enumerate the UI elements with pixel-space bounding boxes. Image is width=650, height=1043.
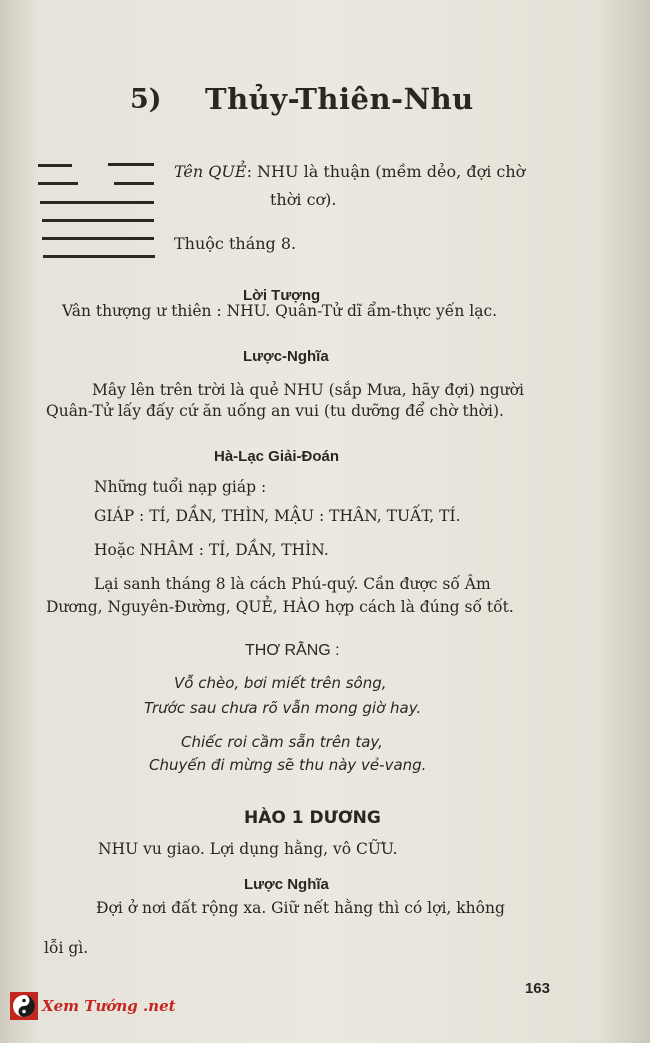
- que-desc: : NHU là thuận (mềm dẻo, đợi chờ: [246, 162, 526, 181]
- poem-line-3: Chiếc roi cầm sẵn trên tay,: [181, 733, 383, 751]
- section-title-ha-lac: Hà-Lạc Giải-Đoán: [214, 448, 340, 465]
- ha-lac-line3: Hoặc NHÂM : TÍ, DẦN, THÌN.: [94, 541, 329, 559]
- poem-line-4: Chuyến đi mừng sẽ thu này vẻ-vang.: [149, 756, 427, 774]
- hao-title: HÀO 1 DƯƠNG: [244, 808, 381, 828]
- que-description-line2: thời cơ).: [270, 190, 337, 209]
- ha-lac-line5: Dương, Nguyên-Đường, QUẺ, HÀO hợp cách là đúng số tốt.: [46, 598, 514, 616]
- poem-line-2: Trước sau chưa rõ vẫn mong giờ hay.: [144, 699, 422, 717]
- chapter-number: 5): [130, 84, 162, 115]
- loi-tuong-text: Vân thượng ư thiên : NHU. Quân-Tử dĩ ẩm-thực yến lạc.: [62, 302, 498, 320]
- luoc-nghia-line2: Quân-Tử lấy đấy cứ ăn uống an vui (tu dưỡng để chờ thời).: [46, 402, 504, 420]
- hexagram-symbol: [38, 160, 158, 260]
- section-title-luoc-nghia-2: Lược Nghĩa: [244, 876, 329, 893]
- luoc-nghia-2-line2: lỗi gì.: [44, 939, 89, 957]
- section-title-luoc-nghia: Lược-Nghĩa: [243, 348, 329, 365]
- month-line: Thuộc tháng 8.: [174, 234, 297, 253]
- section-title-loi-tuong: Lời Tượng: [243, 287, 321, 304]
- yin-yang-icon: [10, 992, 38, 1020]
- site-watermark: [10, 992, 176, 1020]
- que-label: Tên QUẺ: [174, 162, 247, 181]
- ha-lac-line2: GIÁP : TÍ, DẦN, THÌN, MẬU : THÂN, TUẤT, TÍ.: [94, 507, 461, 525]
- hao-text: NHU vu giao. Lợi dụng hằng, vô CỮU.: [98, 840, 398, 858]
- luoc-nghia-line1: Mây lên trên trời là quẻ NHU (sắp Mưa, hãy đợi) người: [92, 381, 524, 399]
- page-number: 163: [524, 980, 550, 997]
- ha-lac-line1: Những tuổi nạp giáp :: [94, 478, 267, 496]
- watermark-text: Xem Tướng .net: [42, 997, 176, 1015]
- chapter-title: Thủy-Thiên-Nhu: [205, 82, 474, 116]
- poem-line-1: Vỗ chèo, bơi miết trên sông,: [174, 674, 387, 692]
- ha-lac-line4: Lại sanh tháng 8 là cách Phú-quý. Cần được số Âm: [94, 575, 491, 593]
- luoc-nghia-2-line1: Đợi ở nơi đất rộng xa. Giữ nết hằng thì có lợi, không: [96, 899, 505, 917]
- que-description-line1: [174, 162, 525, 181]
- poem-title: THƠ RẰNG :: [245, 642, 340, 659]
